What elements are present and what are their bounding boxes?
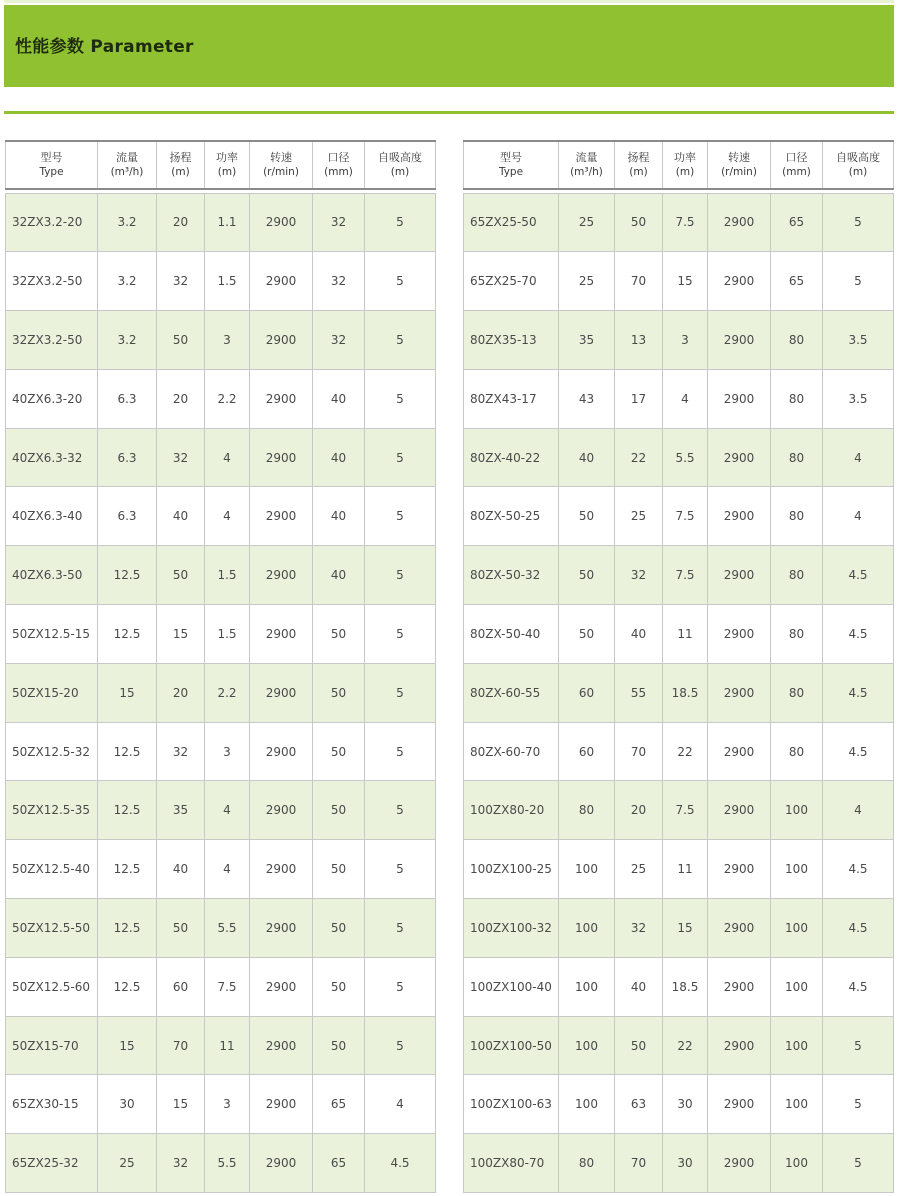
table-row bbox=[6, 663, 436, 722]
speed-cell: 2900 bbox=[708, 252, 771, 311]
diameter-cell: 100 bbox=[771, 781, 823, 840]
power-cell: 4 bbox=[663, 369, 708, 428]
flow-cell: 35 bbox=[559, 311, 615, 370]
type-cell: 80ZX-60-70 bbox=[464, 722, 559, 781]
table-row bbox=[6, 605, 436, 664]
col-header-diameter: 口径 (mm) bbox=[771, 141, 823, 189]
flow-cell: 100 bbox=[559, 1075, 615, 1134]
col-header-head: 扬程 (m) bbox=[615, 141, 663, 189]
head-cell: 63 bbox=[615, 1075, 663, 1134]
suction-height-cell: 4.5 bbox=[823, 663, 894, 722]
speed-cell: 2900 bbox=[708, 957, 771, 1016]
diameter-cell: 100 bbox=[771, 957, 823, 1016]
speed-cell: 2900 bbox=[250, 840, 313, 899]
col-header-flow: 流量 (m³/h) bbox=[98, 141, 157, 189]
type-cell: 40ZX6.3-50 bbox=[6, 546, 98, 605]
type-cell: 100ZX100-25 bbox=[464, 840, 559, 899]
speed-cell: 2900 bbox=[708, 722, 771, 781]
head-cell: 32 bbox=[157, 252, 205, 311]
power-cell: 5.5 bbox=[663, 428, 708, 487]
speed-cell: 2900 bbox=[708, 781, 771, 840]
table-row bbox=[6, 546, 436, 605]
table-row bbox=[464, 428, 894, 487]
table-row bbox=[464, 1134, 894, 1193]
speed-cell: 2900 bbox=[708, 311, 771, 370]
head-cell: 50 bbox=[615, 193, 663, 252]
diameter-cell: 80 bbox=[771, 428, 823, 487]
speed-cell: 2900 bbox=[250, 899, 313, 958]
speed-cell: 2900 bbox=[250, 605, 313, 664]
diameter-cell: 50 bbox=[313, 722, 365, 781]
suction-height-cell: 5 bbox=[365, 957, 436, 1016]
table-row bbox=[6, 487, 436, 546]
diameter-cell: 100 bbox=[771, 1134, 823, 1193]
power-cell: 3 bbox=[205, 722, 250, 781]
head-cell: 15 bbox=[157, 1075, 205, 1134]
speed-cell: 2900 bbox=[250, 546, 313, 605]
flow-cell: 40 bbox=[559, 428, 615, 487]
head-cell: 70 bbox=[615, 1134, 663, 1193]
type-cell: 100ZX100-63 bbox=[464, 1075, 559, 1134]
speed-cell: 2900 bbox=[708, 369, 771, 428]
speed-cell: 2900 bbox=[708, 1016, 771, 1075]
table-row bbox=[6, 311, 436, 370]
diameter-cell: 32 bbox=[313, 252, 365, 311]
flow-cell: 12.5 bbox=[98, 605, 157, 664]
head-cell: 15 bbox=[157, 605, 205, 664]
table-row bbox=[464, 722, 894, 781]
table-row bbox=[6, 840, 436, 899]
head-cell: 32 bbox=[157, 1134, 205, 1193]
type-cell: 100ZX80-20 bbox=[464, 781, 559, 840]
head-cell: 13 bbox=[615, 311, 663, 370]
speed-cell: 2900 bbox=[708, 428, 771, 487]
speed-cell: 2900 bbox=[250, 193, 313, 252]
suction-height-cell: 5 bbox=[365, 1016, 436, 1075]
col-header-speed: 转速 (r/min) bbox=[708, 141, 771, 189]
flow-cell: 3.2 bbox=[98, 252, 157, 311]
table-row bbox=[6, 428, 436, 487]
type-cell: 80ZX-60-55 bbox=[464, 663, 559, 722]
table-row bbox=[6, 1016, 436, 1075]
diameter-cell: 80 bbox=[771, 311, 823, 370]
suction-height-cell: 4.5 bbox=[823, 722, 894, 781]
type-cell: 100ZX100-32 bbox=[464, 899, 559, 958]
head-cell: 32 bbox=[615, 899, 663, 958]
suction-height-cell: 3.5 bbox=[823, 369, 894, 428]
power-cell: 7.5 bbox=[205, 957, 250, 1016]
flow-cell: 60 bbox=[559, 722, 615, 781]
type-cell: 100ZX100-50 bbox=[464, 1016, 559, 1075]
flow-cell: 100 bbox=[559, 899, 615, 958]
suction-height-cell: 5 bbox=[365, 663, 436, 722]
head-cell: 35 bbox=[157, 781, 205, 840]
head-cell: 70 bbox=[615, 722, 663, 781]
diameter-cell: 50 bbox=[313, 605, 365, 664]
col-header-power: 功率 (m) bbox=[663, 141, 708, 189]
head-cell: 32 bbox=[615, 546, 663, 605]
flow-cell: 12.5 bbox=[98, 899, 157, 958]
flow-cell: 12.5 bbox=[98, 957, 157, 1016]
head-cell: 20 bbox=[615, 781, 663, 840]
power-cell: 3 bbox=[663, 311, 708, 370]
type-cell: 40ZX6.3-32 bbox=[6, 428, 98, 487]
power-cell: 3 bbox=[205, 311, 250, 370]
diameter-cell: 80 bbox=[771, 605, 823, 664]
head-cell: 20 bbox=[157, 369, 205, 428]
speed-cell: 2900 bbox=[250, 781, 313, 840]
speed-cell: 2900 bbox=[250, 1075, 313, 1134]
flow-cell: 100 bbox=[559, 1016, 615, 1075]
diameter-cell: 80 bbox=[771, 722, 823, 781]
flow-cell: 100 bbox=[559, 957, 615, 1016]
table-row bbox=[464, 546, 894, 605]
section-banner bbox=[4, 5, 894, 87]
col-header-type: 型号 Type bbox=[464, 141, 559, 189]
type-cell: 50ZX12.5-40 bbox=[6, 840, 98, 899]
table-row bbox=[464, 957, 894, 1016]
head-cell: 32 bbox=[157, 722, 205, 781]
flow-cell: 43 bbox=[559, 369, 615, 428]
type-cell: 80ZX-50-40 bbox=[464, 605, 559, 664]
speed-cell: 2900 bbox=[250, 311, 313, 370]
diameter-cell: 80 bbox=[771, 369, 823, 428]
speed-cell: 2900 bbox=[250, 663, 313, 722]
col-header-flow: 流量 (m³/h) bbox=[559, 141, 615, 189]
flow-cell: 80 bbox=[559, 1134, 615, 1193]
suction-height-cell: 5 bbox=[365, 546, 436, 605]
col-header-type: 型号 Type bbox=[6, 141, 98, 189]
parameter-table-left bbox=[5, 140, 436, 1193]
diameter-cell: 65 bbox=[313, 1075, 365, 1134]
suction-height-cell: 5 bbox=[823, 1075, 894, 1134]
diameter-cell: 50 bbox=[313, 663, 365, 722]
table-row bbox=[464, 487, 894, 546]
suction-height-cell: 5 bbox=[823, 252, 894, 311]
table-row bbox=[6, 1134, 436, 1193]
flow-cell: 30 bbox=[98, 1075, 157, 1134]
diameter-cell: 40 bbox=[313, 487, 365, 546]
suction-height-cell: 5 bbox=[823, 1134, 894, 1193]
power-cell: 18.5 bbox=[663, 663, 708, 722]
speed-cell: 2900 bbox=[250, 487, 313, 546]
speed-cell: 2900 bbox=[708, 487, 771, 546]
suction-height-cell: 4.5 bbox=[365, 1134, 436, 1193]
parameter-table-right bbox=[463, 140, 894, 1193]
suction-height-cell: 4.5 bbox=[823, 546, 894, 605]
diameter-cell: 80 bbox=[771, 546, 823, 605]
suction-height-cell: 4 bbox=[823, 428, 894, 487]
diameter-cell: 40 bbox=[313, 369, 365, 428]
power-cell: 4 bbox=[205, 781, 250, 840]
suction-height-cell: 4.5 bbox=[823, 957, 894, 1016]
power-cell: 22 bbox=[663, 1016, 708, 1075]
col-header-speed: 转速 (r/min) bbox=[250, 141, 313, 189]
diameter-cell: 100 bbox=[771, 1075, 823, 1134]
suction-height-cell: 5 bbox=[365, 428, 436, 487]
diameter-cell: 80 bbox=[771, 487, 823, 546]
type-cell: 50ZX12.5-35 bbox=[6, 781, 98, 840]
suction-height-cell: 4 bbox=[823, 781, 894, 840]
type-cell: 40ZX6.3-20 bbox=[6, 369, 98, 428]
flow-cell: 12.5 bbox=[98, 781, 157, 840]
table-row bbox=[464, 605, 894, 664]
table-row bbox=[464, 252, 894, 311]
flow-cell: 6.3 bbox=[98, 369, 157, 428]
flow-cell: 25 bbox=[98, 1134, 157, 1193]
diameter-cell: 40 bbox=[313, 546, 365, 605]
table-header-row bbox=[6, 141, 436, 189]
col-header-power: 功率 (m) bbox=[205, 141, 250, 189]
power-cell: 7.5 bbox=[663, 781, 708, 840]
type-cell: 80ZX-40-22 bbox=[464, 428, 559, 487]
table-row bbox=[6, 781, 436, 840]
head-cell: 17 bbox=[615, 369, 663, 428]
speed-cell: 2900 bbox=[250, 252, 313, 311]
power-cell: 11 bbox=[205, 1016, 250, 1075]
type-cell: 80ZX35-13 bbox=[464, 311, 559, 370]
head-cell: 50 bbox=[157, 546, 205, 605]
suction-height-cell: 5 bbox=[365, 899, 436, 958]
head-cell: 25 bbox=[615, 487, 663, 546]
type-cell: 50ZX12.5-60 bbox=[6, 957, 98, 1016]
diameter-cell: 32 bbox=[313, 311, 365, 370]
table-row bbox=[6, 369, 436, 428]
speed-cell: 2900 bbox=[250, 428, 313, 487]
flow-cell: 15 bbox=[98, 663, 157, 722]
table-row bbox=[464, 193, 894, 252]
suction-height-cell: 5 bbox=[365, 781, 436, 840]
power-cell: 4 bbox=[205, 428, 250, 487]
suction-height-cell: 4 bbox=[365, 1075, 436, 1134]
section-title: 性能参数 Parameter bbox=[15, 37, 194, 57]
diameter-cell: 65 bbox=[771, 252, 823, 311]
head-cell: 40 bbox=[157, 840, 205, 899]
power-cell: 5.5 bbox=[205, 1134, 250, 1193]
top-rule bbox=[4, 0, 894, 3]
power-cell: 7.5 bbox=[663, 546, 708, 605]
flow-cell: 50 bbox=[559, 546, 615, 605]
table-row bbox=[464, 1016, 894, 1075]
type-cell: 65ZX25-70 bbox=[464, 252, 559, 311]
type-cell: 32ZX3.2-20 bbox=[6, 193, 98, 252]
head-cell: 50 bbox=[157, 311, 205, 370]
head-cell: 40 bbox=[615, 957, 663, 1016]
table-row bbox=[464, 1075, 894, 1134]
diameter-cell: 80 bbox=[771, 663, 823, 722]
table-row bbox=[464, 311, 894, 370]
speed-cell: 2900 bbox=[708, 605, 771, 664]
suction-height-cell: 5 bbox=[365, 722, 436, 781]
head-cell: 20 bbox=[157, 193, 205, 252]
type-cell: 40ZX6.3-40 bbox=[6, 487, 98, 546]
power-cell: 18.5 bbox=[663, 957, 708, 1016]
power-cell: 15 bbox=[663, 252, 708, 311]
power-cell: 4 bbox=[205, 487, 250, 546]
power-cell: 1.5 bbox=[205, 546, 250, 605]
head-cell: 20 bbox=[157, 663, 205, 722]
diameter-cell: 65 bbox=[313, 1134, 365, 1193]
suction-height-cell: 5 bbox=[365, 369, 436, 428]
type-cell: 100ZX80-70 bbox=[464, 1134, 559, 1193]
suction-height-cell: 4.5 bbox=[823, 605, 894, 664]
suction-height-cell: 3.5 bbox=[823, 311, 894, 370]
suction-height-cell: 5 bbox=[365, 605, 436, 664]
table-row bbox=[6, 193, 436, 252]
head-cell: 40 bbox=[615, 605, 663, 664]
speed-cell: 2900 bbox=[708, 193, 771, 252]
flow-cell: 25 bbox=[559, 193, 615, 252]
diameter-cell: 32 bbox=[313, 193, 365, 252]
power-cell: 5.5 bbox=[205, 899, 250, 958]
power-cell: 7.5 bbox=[663, 193, 708, 252]
diameter-cell: 100 bbox=[771, 899, 823, 958]
head-cell: 50 bbox=[157, 899, 205, 958]
flow-cell: 25 bbox=[559, 252, 615, 311]
power-cell: 1.5 bbox=[205, 252, 250, 311]
speed-cell: 2900 bbox=[250, 1016, 313, 1075]
flow-cell: 12.5 bbox=[98, 722, 157, 781]
head-cell: 70 bbox=[615, 252, 663, 311]
type-cell: 50ZX12.5-15 bbox=[6, 605, 98, 664]
table-row bbox=[464, 369, 894, 428]
type-cell: 80ZX-50-25 bbox=[464, 487, 559, 546]
type-cell: 65ZX25-50 bbox=[464, 193, 559, 252]
power-cell: 15 bbox=[663, 899, 708, 958]
table-row bbox=[464, 663, 894, 722]
flow-cell: 6.3 bbox=[98, 487, 157, 546]
table-row bbox=[6, 252, 436, 311]
head-cell: 32 bbox=[157, 428, 205, 487]
power-cell: 2.2 bbox=[205, 663, 250, 722]
table-row bbox=[6, 899, 436, 958]
diameter-cell: 50 bbox=[313, 781, 365, 840]
suction-height-cell: 4 bbox=[823, 487, 894, 546]
flow-cell: 60 bbox=[559, 663, 615, 722]
type-cell: 65ZX25-32 bbox=[6, 1134, 98, 1193]
power-cell: 30 bbox=[663, 1134, 708, 1193]
suction-height-cell: 5 bbox=[365, 193, 436, 252]
type-cell: 32ZX3.2-50 bbox=[6, 311, 98, 370]
suction-height-cell: 4.5 bbox=[823, 899, 894, 958]
speed-cell: 2900 bbox=[708, 1134, 771, 1193]
head-cell: 50 bbox=[615, 1016, 663, 1075]
flow-cell: 15 bbox=[98, 1016, 157, 1075]
speed-cell: 2900 bbox=[708, 899, 771, 958]
power-cell: 1.1 bbox=[205, 193, 250, 252]
suction-height-cell: 5 bbox=[365, 311, 436, 370]
flow-cell: 50 bbox=[559, 605, 615, 664]
speed-cell: 2900 bbox=[250, 722, 313, 781]
type-cell: 32ZX3.2-50 bbox=[6, 252, 98, 311]
flow-cell: 3.2 bbox=[98, 311, 157, 370]
section-divider bbox=[4, 111, 894, 114]
type-cell: 100ZX100-40 bbox=[464, 957, 559, 1016]
table-row bbox=[6, 957, 436, 1016]
diameter-cell: 50 bbox=[313, 957, 365, 1016]
flow-cell: 100 bbox=[559, 840, 615, 899]
power-cell: 30 bbox=[663, 1075, 708, 1134]
table-header-row bbox=[464, 141, 894, 189]
type-cell: 50ZX15-70 bbox=[6, 1016, 98, 1075]
type-cell: 80ZX43-17 bbox=[464, 369, 559, 428]
speed-cell: 2900 bbox=[250, 957, 313, 1016]
head-cell: 60 bbox=[157, 957, 205, 1016]
suction-height-cell: 5 bbox=[365, 252, 436, 311]
diameter-cell: 50 bbox=[313, 1016, 365, 1075]
flow-cell: 80 bbox=[559, 781, 615, 840]
power-cell: 3 bbox=[205, 1075, 250, 1134]
power-cell: 22 bbox=[663, 722, 708, 781]
power-cell: 2.2 bbox=[205, 369, 250, 428]
col-header-suction: 自吸高度 (m) bbox=[365, 141, 436, 189]
table-row bbox=[464, 899, 894, 958]
flow-cell: 12.5 bbox=[98, 546, 157, 605]
power-cell: 7.5 bbox=[663, 487, 708, 546]
table-row bbox=[6, 1075, 436, 1134]
table-row bbox=[6, 722, 436, 781]
diameter-cell: 100 bbox=[771, 840, 823, 899]
head-cell: 70 bbox=[157, 1016, 205, 1075]
flow-cell: 50 bbox=[559, 487, 615, 546]
type-cell: 65ZX30-15 bbox=[6, 1075, 98, 1134]
type-cell: 50ZX12.5-50 bbox=[6, 899, 98, 958]
speed-cell: 2900 bbox=[250, 1134, 313, 1193]
diameter-cell: 40 bbox=[313, 428, 365, 487]
power-cell: 1.5 bbox=[205, 605, 250, 664]
type-cell: 50ZX12.5-32 bbox=[6, 722, 98, 781]
speed-cell: 2900 bbox=[708, 840, 771, 899]
col-header-diameter: 口径 (mm) bbox=[313, 141, 365, 189]
diameter-cell: 50 bbox=[313, 899, 365, 958]
diameter-cell: 100 bbox=[771, 1016, 823, 1075]
head-cell: 55 bbox=[615, 663, 663, 722]
speed-cell: 2900 bbox=[708, 546, 771, 605]
suction-height-cell: 5 bbox=[365, 487, 436, 546]
head-cell: 40 bbox=[157, 487, 205, 546]
diameter-cell: 50 bbox=[313, 840, 365, 899]
type-cell: 80ZX-50-32 bbox=[464, 546, 559, 605]
head-cell: 22 bbox=[615, 428, 663, 487]
head-cell: 25 bbox=[615, 840, 663, 899]
suction-height-cell: 5 bbox=[365, 840, 436, 899]
type-cell: 50ZX15-20 bbox=[6, 663, 98, 722]
diameter-cell: 65 bbox=[771, 193, 823, 252]
suction-height-cell: 4.5 bbox=[823, 840, 894, 899]
suction-height-cell: 5 bbox=[823, 193, 894, 252]
power-cell: 11 bbox=[663, 605, 708, 664]
speed-cell: 2900 bbox=[250, 369, 313, 428]
speed-cell: 2900 bbox=[708, 663, 771, 722]
col-header-head: 扬程 (m) bbox=[157, 141, 205, 189]
power-cell: 11 bbox=[663, 840, 708, 899]
flow-cell: 3.2 bbox=[98, 193, 157, 252]
table-row bbox=[464, 840, 894, 899]
power-cell: 4 bbox=[205, 840, 250, 899]
flow-cell: 6.3 bbox=[98, 428, 157, 487]
table-row bbox=[464, 781, 894, 840]
speed-cell: 2900 bbox=[708, 1075, 771, 1134]
col-header-suction: 自吸高度 (m) bbox=[823, 141, 894, 189]
suction-height-cell: 5 bbox=[823, 1016, 894, 1075]
flow-cell: 12.5 bbox=[98, 840, 157, 899]
